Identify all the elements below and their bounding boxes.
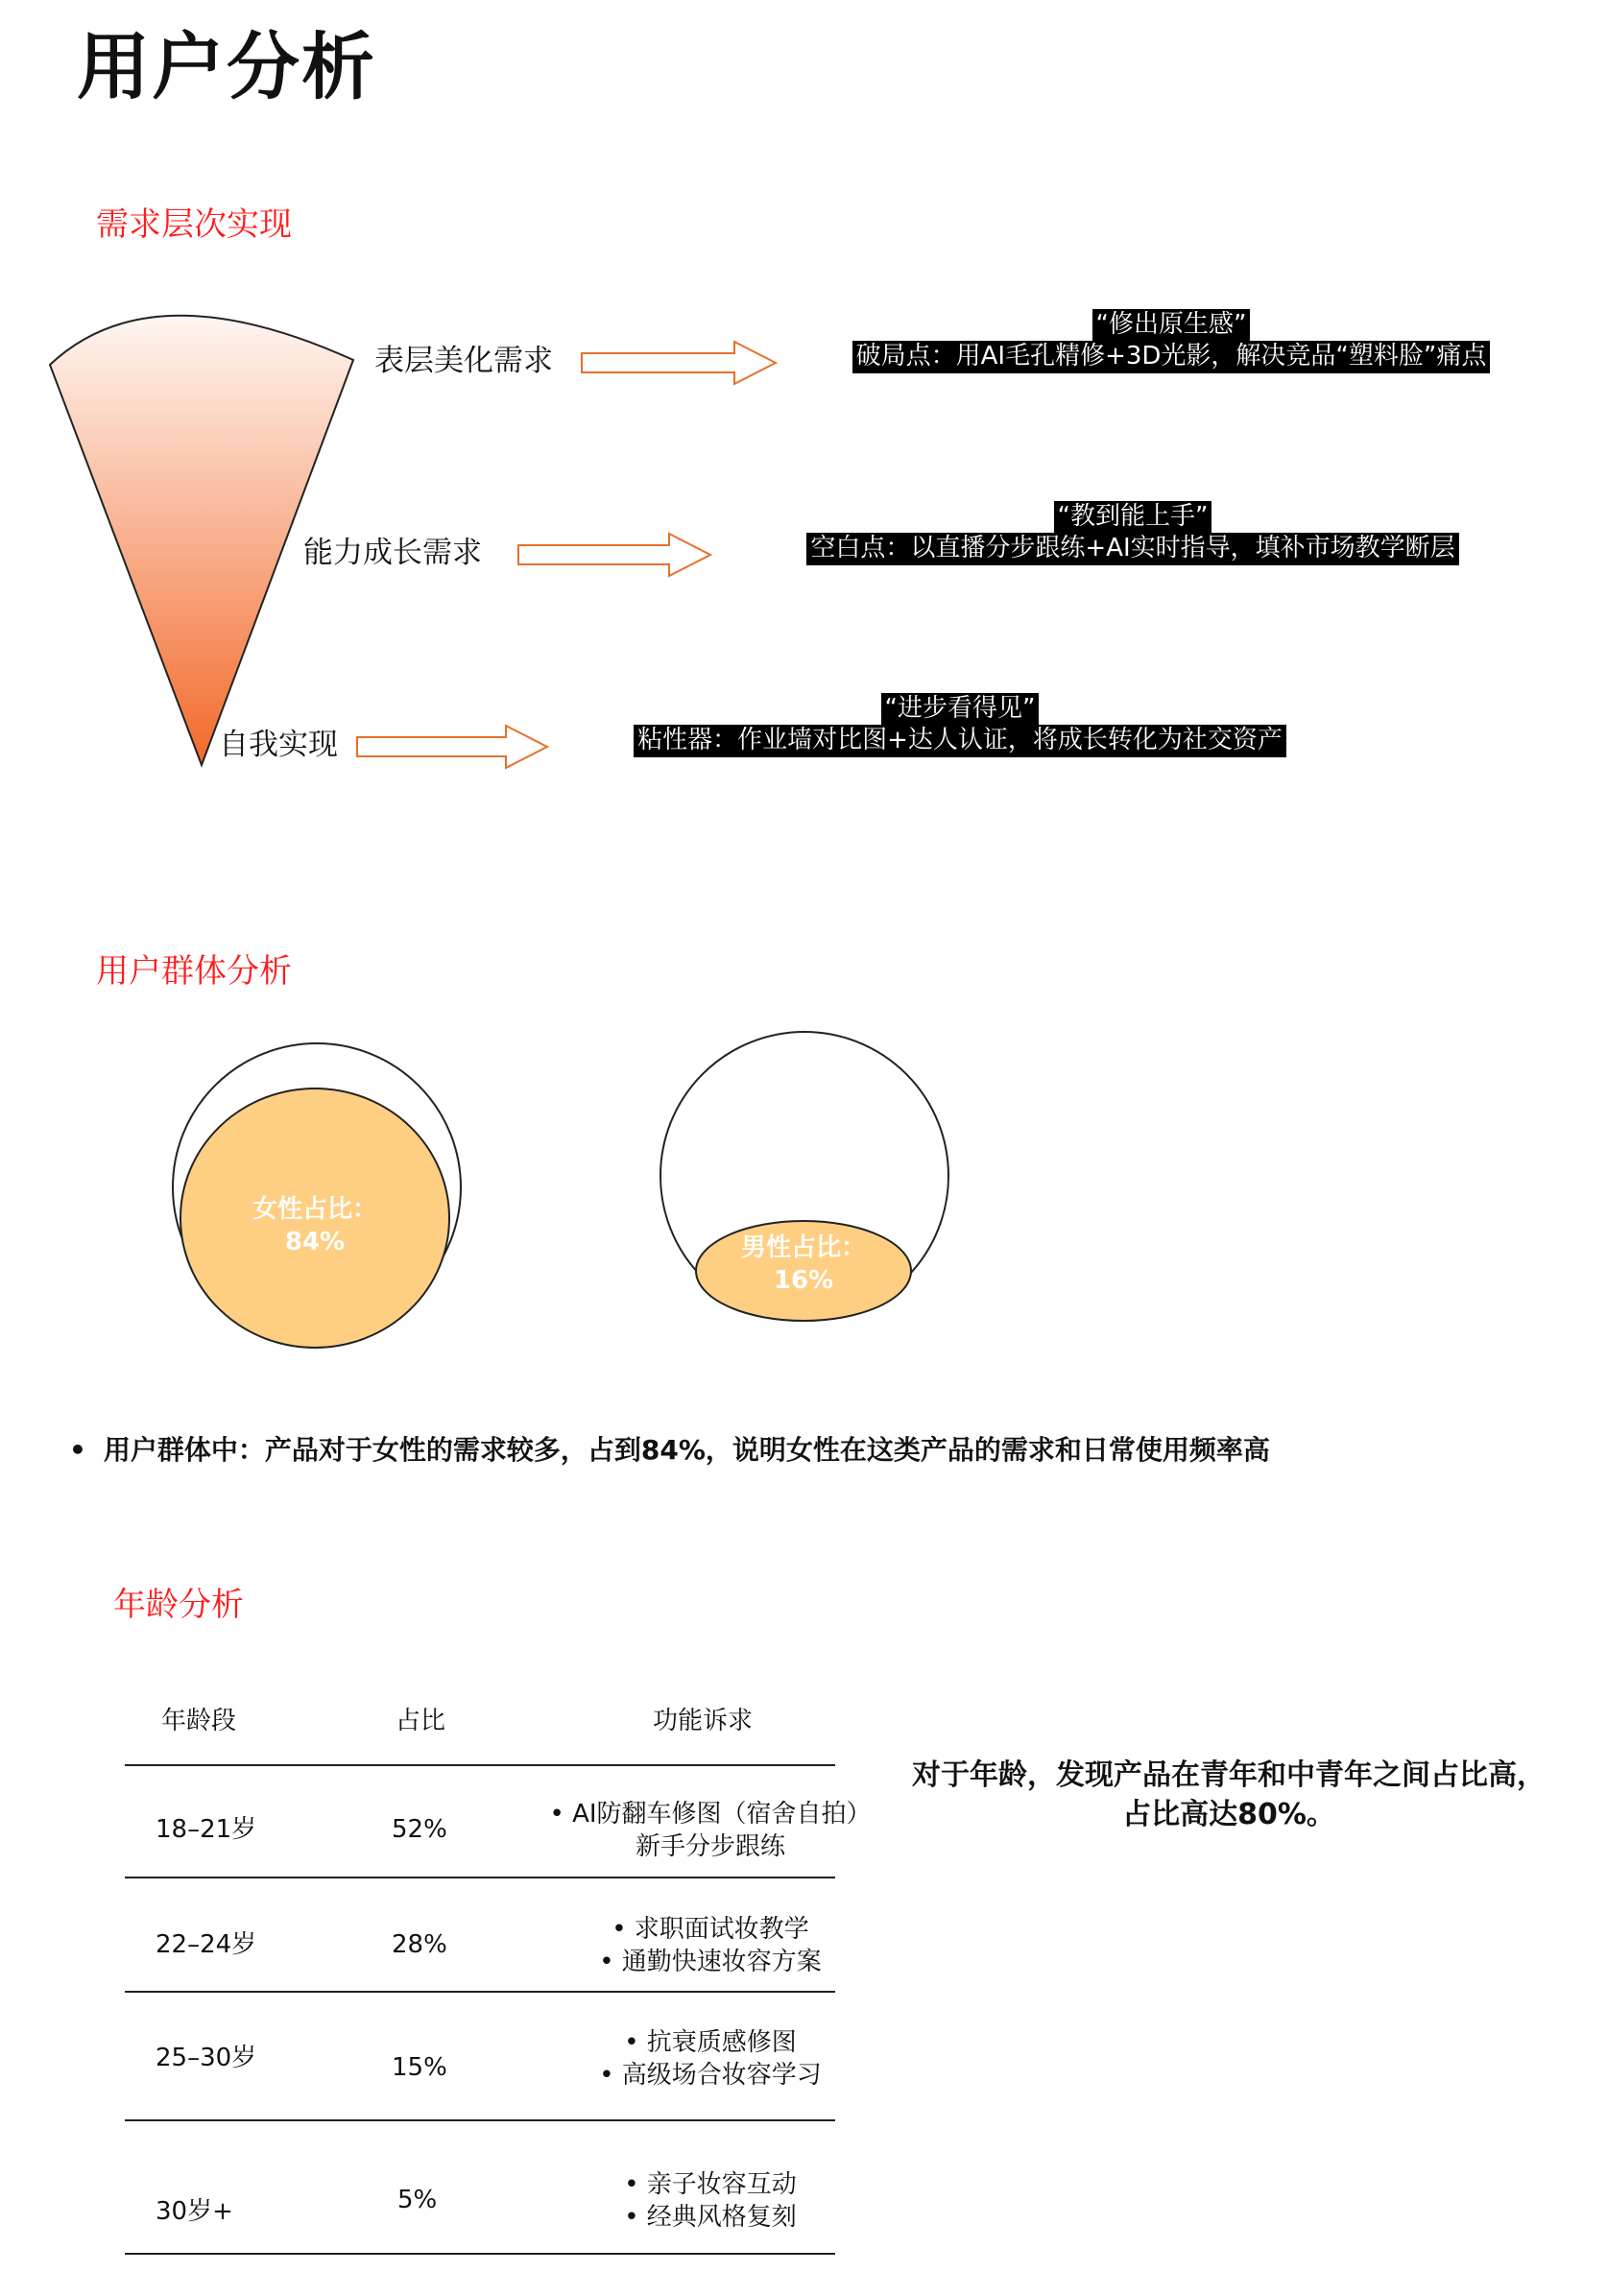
needs-item: • 高级场合妆容学习 bbox=[599, 2060, 822, 2090]
male-share-title: 男性占比： bbox=[740, 1233, 866, 1262]
male-share-value: 16% bbox=[773, 1265, 834, 1295]
needs-cell bbox=[480, 1914, 941, 1979]
table-rule bbox=[125, 2253, 835, 2255]
share-cell: 52% bbox=[392, 1815, 447, 1844]
level-label-surface: 表层美化需求 bbox=[374, 344, 553, 378]
table-rule bbox=[125, 1764, 835, 1766]
level-label-self: 自我实现 bbox=[219, 728, 338, 762]
needs-item: 新手分步跟练 bbox=[635, 1831, 785, 1861]
callout-growth-slogan: “教到能上手” bbox=[1054, 501, 1212, 533]
level-label-growth: 能力成长需求 bbox=[303, 536, 482, 570]
needs-cell bbox=[480, 2169, 941, 2235]
age-cell: 22–24岁 bbox=[156, 1930, 257, 1959]
share-cell: 28% bbox=[392, 1930, 447, 1959]
callout-growth bbox=[787, 501, 1478, 565]
page-title: 用户分析 bbox=[77, 24, 376, 109]
female-share-title: 女性占比： bbox=[252, 1195, 377, 1224]
age-summary-line-1: 对于年龄，发现产品在青年和中青年之间占比高， bbox=[912, 1758, 1546, 1792]
col-head-needs: 功能诉求 bbox=[653, 1707, 754, 1735]
needs-item: • 亲子妆容互动 bbox=[624, 2170, 797, 2199]
female-share-label bbox=[219, 1194, 411, 1259]
age-summary-line-2: 占比高达80%。 bbox=[1122, 1797, 1335, 1831]
needs-item: • 抗衰质感修图 bbox=[624, 2028, 797, 2057]
needs-item: • 经典风格复刻 bbox=[624, 2202, 797, 2232]
arrow-level-1 bbox=[582, 342, 776, 384]
needs-cell bbox=[480, 1799, 941, 1864]
table-rule bbox=[125, 1991, 835, 1993]
age-summary bbox=[883, 1757, 1574, 1834]
group-insight-bullet: • 用户群体中：产品对于女性的需求较多，占到84%，说明女性在这类产品的需求和日常使用频率高 bbox=[69, 1434, 1270, 1467]
needs-item: • 求职面试妆教学 bbox=[612, 1915, 809, 1944]
needs-section-title: 需求层次实现 bbox=[96, 205, 292, 244]
callout-self-slogan: “进步看得见” bbox=[881, 693, 1040, 725]
table-rule bbox=[125, 2119, 835, 2121]
callout-self-detail: 粘性器：作业墙对比图+达人认证，将成长转化为社交资产 bbox=[634, 725, 1286, 756]
callout-self bbox=[614, 693, 1306, 757]
group-section-title: 用户群体分析 bbox=[96, 952, 292, 991]
needs-item: • 通勤快速妆容方案 bbox=[599, 1947, 822, 1976]
table-rule bbox=[125, 1877, 835, 1878]
callout-surface-detail: 破局点：用AI毛孔精修+3D光影，解决竞品“塑料脸”痛点 bbox=[852, 341, 1491, 372]
share-cell: 15% bbox=[392, 2053, 447, 2082]
callout-surface-slogan: “修出原生感” bbox=[1092, 309, 1251, 341]
arrow-level-3 bbox=[357, 726, 547, 768]
needs-cell bbox=[480, 2027, 941, 2093]
callout-surface bbox=[835, 309, 1507, 373]
age-cell: 18–21岁 bbox=[156, 1815, 257, 1844]
female-share-value: 84% bbox=[284, 1227, 346, 1256]
gender-diagram bbox=[0, 1017, 1607, 1363]
callout-growth-detail: 空白点：以直播分步跟练+AI实时指导，填补市场教学断层 bbox=[806, 533, 1458, 564]
age-cell: 25–30岁 bbox=[156, 2044, 257, 2072]
share-cell: 5% bbox=[397, 2186, 438, 2214]
arrow-level-2 bbox=[518, 534, 710, 576]
needs-item: • AI防翻车修图（宿舍自拍） bbox=[549, 1800, 872, 1829]
col-head-age: 年龄段 bbox=[161, 1707, 237, 1735]
col-head-share: 占比 bbox=[396, 1707, 446, 1735]
male-share-label bbox=[708, 1232, 899, 1298]
age-cell: 30岁+ bbox=[156, 2197, 233, 2226]
age-section-title: 年龄分析 bbox=[113, 1586, 244, 1624]
